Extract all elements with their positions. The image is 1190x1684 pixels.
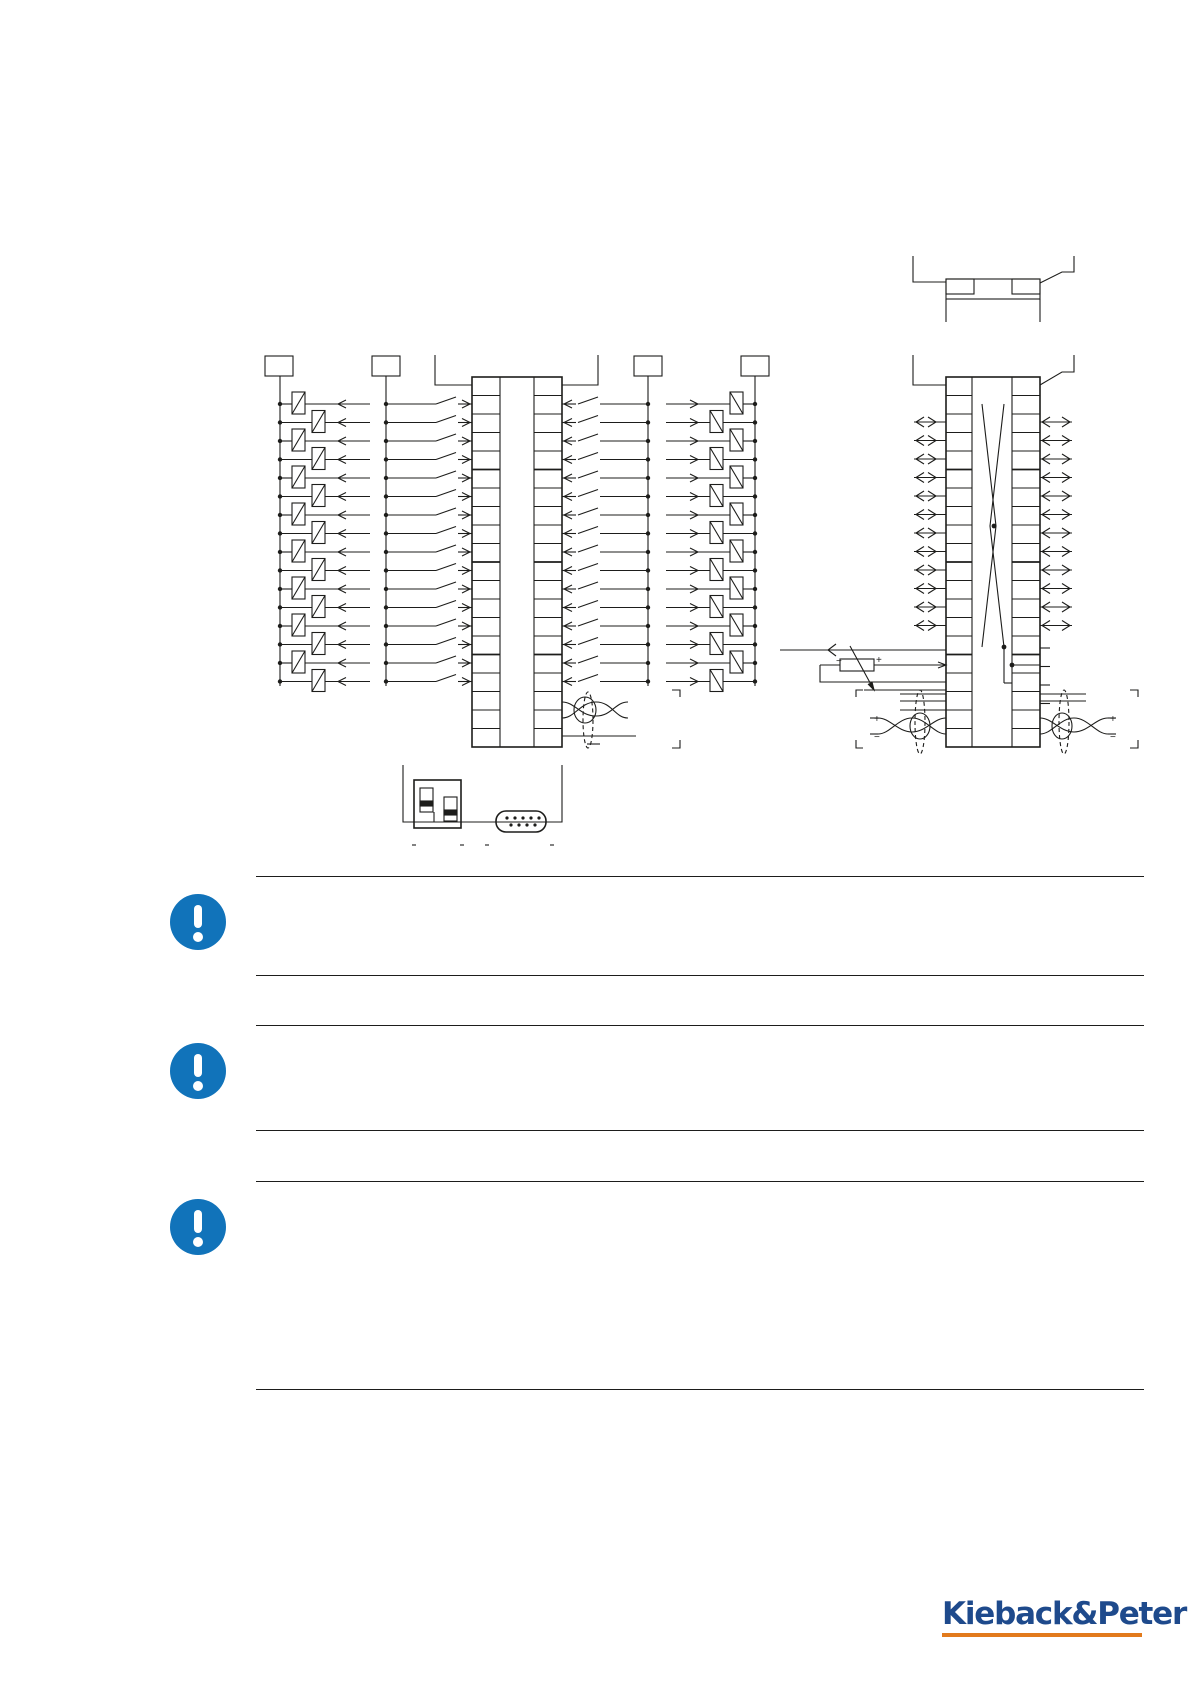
bidirectional-arrow-rows [914, 417, 1072, 704]
notice-rule-top [256, 1025, 1144, 1026]
minus-label: − [836, 656, 842, 667]
minus-label-right: − [1110, 732, 1116, 743]
logo-underline [942, 1633, 1142, 1637]
notice-rule-top [256, 1181, 1144, 1182]
exclamation-icon [170, 1199, 226, 1255]
notice-rule-bottom [256, 1389, 1144, 1390]
plus-label: + [876, 655, 882, 666]
header-box-4 [741, 356, 769, 376]
notice-rule-top [256, 876, 1144, 877]
minus-label-left: − [874, 732, 880, 743]
right-terminal-block [946, 377, 1040, 747]
exclamation-icon [170, 1043, 226, 1099]
header-box-1 [265, 356, 293, 376]
plus-label-right: + [1110, 714, 1116, 725]
header-box-3 [634, 356, 662, 376]
header-box-2 [372, 356, 400, 376]
exclamation-icon [170, 894, 226, 950]
notice-rule-bottom [256, 975, 1144, 976]
input-switch-rows [278, 392, 757, 692]
kieback-peter-logo [942, 1596, 1187, 1637]
left-terminal-block [472, 377, 562, 747]
sensor-potentiometer [780, 644, 946, 690]
logo-wordmark: Kieback&Peter [942, 1596, 1187, 1632]
plus-label-left: + [874, 714, 880, 725]
notice-rule-bottom [256, 1130, 1144, 1131]
